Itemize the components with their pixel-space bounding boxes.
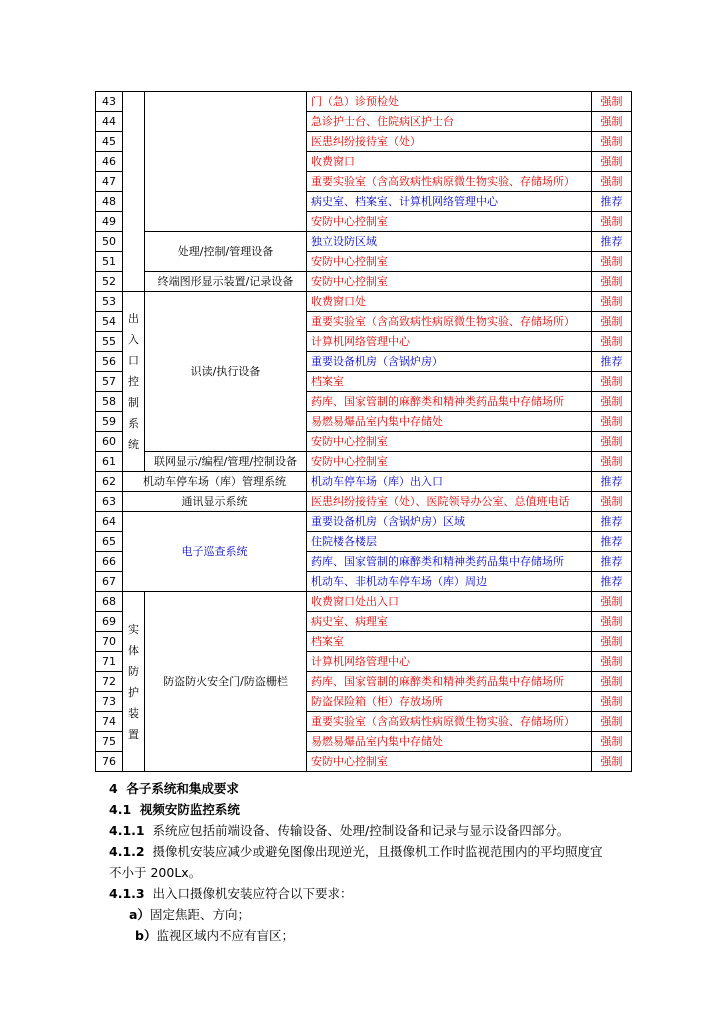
equipment-cell: 防盗防火安全门/防盗栅栏: [145, 592, 307, 772]
clause-4-1-1: [109, 820, 669, 841]
requirement-cell: 推荐: [592, 572, 632, 592]
clause-number: 4.1.2: [109, 844, 145, 859]
location-cell: 重要设备机房（含锅炉房）: [307, 352, 592, 372]
row-number: 43: [96, 92, 123, 112]
equipment-cell: [145, 92, 307, 232]
requirement-cell: 强制: [592, 292, 632, 312]
location-cell: 防盗保险箱（柜）存放场所: [307, 692, 592, 712]
requirement-cell: 强制: [592, 112, 632, 132]
requirement-cell: 推荐: [592, 532, 632, 552]
row-number: 70: [96, 632, 123, 652]
row-number: 59: [96, 412, 123, 432]
row-number: 60: [96, 432, 123, 452]
requirement-cell: 推荐: [592, 512, 632, 532]
section-number: 4: [109, 781, 118, 796]
location-cell: 门（急）诊预检处: [307, 92, 592, 112]
location-cell: 安防中心控制室: [307, 452, 592, 472]
clause-4-1-3: [109, 883, 669, 904]
location-cell: 易燃易爆品室内集中存储处: [307, 412, 592, 432]
location-cell: 档案室: [307, 372, 592, 392]
location-cell: 药库、国家管制的麻醉类和精神类药品集中存储场所: [307, 392, 592, 412]
requirement-cell: 强制: [592, 452, 632, 472]
location-cell: 急诊护士台、住院病区护士台: [307, 112, 592, 132]
row-number: 57: [96, 372, 123, 392]
table-row: [96, 292, 632, 312]
row-number: 49: [96, 212, 123, 232]
system-cell: 实 体 防 护 装 置: [123, 592, 145, 772]
system-equipment-cell: 电子巡查系统: [123, 512, 307, 592]
requirement-cell: 强制: [592, 132, 632, 152]
equipment-cell: 识读/执行设备: [145, 292, 307, 452]
row-number: 45: [96, 132, 123, 152]
location-cell: 收费窗口处: [307, 292, 592, 312]
clause-text: 出入口摄像机安装应符合以下要求：: [152, 886, 353, 901]
location-cell: 收费窗口: [307, 152, 592, 172]
requirement-cell: 强制: [592, 272, 632, 292]
location-cell: 住院楼各楼层: [307, 532, 592, 552]
row-number: 47: [96, 172, 123, 192]
row-number: 54: [96, 312, 123, 332]
list-text: 固定焦距、方向；: [149, 907, 250, 922]
requirement-cell: 强制: [592, 372, 632, 392]
row-number: 50: [96, 232, 123, 252]
location-cell: 安防中心控制室: [307, 212, 592, 232]
row-number: 51: [96, 252, 123, 272]
table-row: [96, 592, 632, 612]
location-cell: 病史室、病理室: [307, 612, 592, 632]
row-number: 44: [96, 112, 123, 132]
system-cell: [123, 92, 145, 292]
location-cell: 机动车、非机动车停车场（库）周边: [307, 572, 592, 592]
requirement-cell: 强制: [592, 712, 632, 732]
requirement-cell: 强制: [592, 492, 632, 512]
table-row: [96, 272, 632, 292]
requirement-cell: 强制: [592, 612, 632, 632]
row-number: 69: [96, 612, 123, 632]
location-cell: 药库、国家管制的麻醉类和精神类药品集中存储场所: [307, 552, 592, 572]
requirement-cell: 强制: [592, 692, 632, 712]
heading-4-1: [109, 799, 669, 820]
clause-4-1-2: [109, 841, 669, 862]
list-item-a: [109, 904, 669, 925]
requirement-cell: 推荐: [592, 552, 632, 572]
requirement-cell: 强制: [592, 252, 632, 272]
row-number: 65: [96, 532, 123, 552]
location-cell: 病史室、档案室、计算机网络管理中心: [307, 192, 592, 212]
location-cell: 药库、国家管制的麻醉类和精神类药品集中存储场所: [307, 672, 592, 692]
row-number: 64: [96, 512, 123, 532]
section-text: [109, 778, 669, 946]
requirement-cell: 强制: [592, 432, 632, 452]
requirement-cell: 强制: [592, 392, 632, 412]
row-number: 52: [96, 272, 123, 292]
requirement-cell: 推荐: [592, 472, 632, 492]
location-cell: 机动车停车场（库）出入口: [307, 472, 592, 492]
list-marker: b）: [135, 928, 157, 943]
section-title: 各子系统和集成要求: [126, 781, 239, 796]
list-item-b: [109, 925, 669, 946]
equipment-cell: 机动车停车场（库）管理系统: [123, 472, 307, 492]
section-title: 视频安防监控系统: [139, 802, 240, 817]
row-number: 73: [96, 692, 123, 712]
requirement-cell: 强制: [592, 752, 632, 772]
heading-4: [109, 778, 669, 799]
row-number: 62: [96, 472, 123, 492]
requirement-cell: 强制: [592, 672, 632, 692]
list-marker: a）: [129, 907, 150, 922]
location-cell: 医患纠纷接待室（处）、医院领导办公室、总值班电话: [307, 492, 592, 512]
requirement-cell: 强制: [592, 332, 632, 352]
location-cell: 计算机网络管理中心: [307, 332, 592, 352]
requirement-cell: 强制: [592, 592, 632, 612]
row-number: 75: [96, 732, 123, 752]
location-cell: 重要实验室（含高致病性病原微生物实验、存储场所）: [307, 312, 592, 332]
row-number: 72: [96, 672, 123, 692]
requirement-cell: 强制: [592, 312, 632, 332]
row-number: 74: [96, 712, 123, 732]
table-row: [96, 512, 632, 532]
requirement-cell: 强制: [592, 92, 632, 112]
equipment-cell: 处理/控制/管理设备: [145, 232, 307, 272]
location-cell: 收费窗口处出入口: [307, 592, 592, 612]
requirement-cell: 推荐: [592, 352, 632, 372]
table-row: [96, 492, 632, 512]
row-number: 61: [96, 452, 123, 472]
clause-number: 4.1.3: [109, 886, 145, 901]
location-cell: 安防中心控制室: [307, 432, 592, 452]
equipment-cell: 联网显示/编程/管理/控制设备: [145, 452, 307, 472]
security-requirements-table: [95, 91, 632, 772]
equipment-cell: 终端图形显示装置/记录设备: [145, 272, 307, 292]
table-row: [96, 232, 632, 252]
requirement-cell: 强制: [592, 652, 632, 672]
location-cell: 易燃易爆品室内集中存储处: [307, 732, 592, 752]
row-number: 63: [96, 492, 123, 512]
location-cell: 安防中心控制室: [307, 752, 592, 772]
location-cell: 独立设防区域: [307, 232, 592, 252]
location-cell: 医患纠纷接待室（处）: [307, 132, 592, 152]
clause-number: 4.1.1: [109, 823, 145, 838]
row-number: 55: [96, 332, 123, 352]
list-text: 监视区域内不应有盲区；: [156, 928, 294, 943]
location-cell: 档案室: [307, 632, 592, 652]
row-number: 76: [96, 752, 123, 772]
row-number: 58: [96, 392, 123, 412]
row-number: 48: [96, 192, 123, 212]
row-number: 56: [96, 352, 123, 372]
location-cell: 安防中心控制室: [307, 272, 592, 292]
row-number: 68: [96, 592, 123, 612]
requirement-cell: 推荐: [592, 232, 632, 252]
requirement-cell: 强制: [592, 632, 632, 652]
location-cell: 安防中心控制室: [307, 252, 592, 272]
requirement-cell: 强制: [592, 732, 632, 752]
requirement-cell: 推荐: [592, 192, 632, 212]
clause-4-1-2-continued: 不小于 200Lx。: [109, 865, 202, 880]
system-equipment-cell: 通讯显示系统: [123, 492, 307, 512]
requirement-cell: 强制: [592, 152, 632, 172]
row-number: 67: [96, 572, 123, 592]
table-row: [96, 452, 632, 472]
location-cell: 重要实验室（含高致病性病原微生物实验、存储场所）: [307, 172, 592, 192]
clause-text: 摄像机安装应减少或避免图像出现逆光，且摄像机工作时监视范围内的平均照度宜: [152, 844, 603, 859]
requirement-cell: 强制: [592, 412, 632, 432]
system-cell: 出 入 口 控 制 系 统: [123, 292, 145, 472]
row-number: 46: [96, 152, 123, 172]
table-body: [96, 92, 632, 772]
location-cell: 计算机网络管理中心: [307, 652, 592, 672]
requirement-cell: 强制: [592, 212, 632, 232]
section-number: 4.1: [109, 802, 132, 817]
table-row: [96, 92, 632, 112]
row-number: 53: [96, 292, 123, 312]
table-row: [96, 472, 632, 492]
clause-text: 系统应包括前端设备、传输设备、处理/控制设备和记录与显示设备四部分。: [152, 823, 570, 838]
requirement-cell: 强制: [592, 172, 632, 192]
row-number: 66: [96, 552, 123, 572]
row-number: 71: [96, 652, 123, 672]
location-cell: 重要实验室（含高致病性病原微生物实验、存储场所）: [307, 712, 592, 732]
location-cell: 重要设备机房（含锅炉房）区域: [307, 512, 592, 532]
